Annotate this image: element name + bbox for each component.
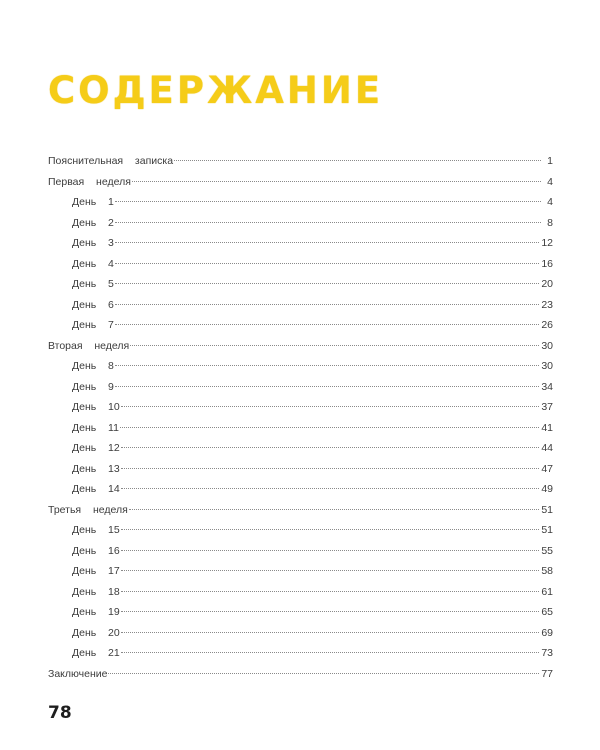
toc-entry-label: День 20 bbox=[72, 626, 120, 639]
dot-leader bbox=[115, 304, 539, 305]
toc-entry[interactable] bbox=[48, 582, 553, 603]
dot-leader bbox=[121, 406, 540, 407]
table-of-contents bbox=[48, 151, 553, 684]
toc-entry-page: 8 bbox=[547, 216, 553, 229]
toc-entry[interactable] bbox=[48, 377, 553, 398]
dot-leader bbox=[115, 283, 539, 284]
toc-entry[interactable] bbox=[48, 356, 553, 377]
toc-entry[interactable] bbox=[48, 602, 553, 623]
toc-entry-label: День 11 bbox=[72, 421, 119, 434]
toc-entry[interactable] bbox=[48, 418, 553, 439]
toc-entry[interactable] bbox=[48, 151, 553, 172]
dot-leader bbox=[121, 611, 540, 612]
toc-entry-page: 65 bbox=[541, 606, 553, 618]
toc-entry[interactable] bbox=[48, 274, 553, 295]
toc-entry-page: 55 bbox=[541, 544, 553, 557]
toc-entry-page: 73 bbox=[541, 647, 553, 659]
toc-entry-label: День 7 bbox=[72, 319, 114, 331]
dot-leader bbox=[115, 386, 539, 387]
toc-entry-page: 47 bbox=[541, 462, 553, 475]
page-title: СОДЕРЖАНИЕ bbox=[48, 69, 384, 112]
dot-leader bbox=[108, 673, 539, 674]
toc-entry-label: День 9 bbox=[72, 380, 114, 393]
toc-entry-page: 58 bbox=[541, 565, 553, 577]
toc-entry-label: Вторая неделя bbox=[48, 339, 130, 352]
dot-leader bbox=[129, 509, 540, 510]
toc-entry[interactable] bbox=[48, 643, 553, 664]
toc-entry-label: День 17 bbox=[72, 565, 120, 577]
toc-entry[interactable] bbox=[48, 192, 553, 213]
dot-leader bbox=[121, 591, 540, 592]
toc-entry[interactable] bbox=[48, 438, 553, 459]
toc-entry-page: 51 bbox=[541, 503, 553, 516]
toc-entry-label: День 19 bbox=[72, 606, 120, 618]
toc-entry-label: День 8 bbox=[72, 360, 114, 372]
dot-leader bbox=[121, 652, 540, 653]
toc-entry-label: День 21 bbox=[72, 647, 120, 659]
toc-entry[interactable] bbox=[48, 623, 553, 644]
toc-entry-page: 4 bbox=[547, 196, 553, 208]
dot-leader bbox=[120, 427, 539, 428]
toc-entry[interactable] bbox=[48, 561, 553, 582]
dot-leader bbox=[121, 550, 540, 551]
toc-entry-page: 30 bbox=[541, 360, 553, 372]
toc-entry-page: 69 bbox=[541, 626, 553, 639]
dot-leader bbox=[121, 447, 540, 448]
toc-entry[interactable] bbox=[48, 254, 553, 275]
toc-entry-label: День 2 bbox=[72, 216, 114, 229]
toc-entry-page: 16 bbox=[541, 257, 553, 270]
toc-entry-page: 77 bbox=[541, 667, 553, 680]
dot-leader bbox=[121, 632, 540, 633]
toc-entry-label: Пояснительная записка bbox=[48, 155, 174, 167]
toc-entry-page: 61 bbox=[541, 585, 553, 598]
toc-entry-label: День 5 bbox=[72, 278, 114, 290]
toc-entry-label: День 16 bbox=[72, 544, 120, 557]
dot-leader bbox=[115, 242, 539, 243]
toc-entry[interactable] bbox=[48, 233, 553, 254]
toc-entry-page: 37 bbox=[541, 401, 553, 413]
toc-entry[interactable] bbox=[48, 172, 553, 193]
toc-entry-label: День 12 bbox=[72, 442, 120, 454]
toc-entry[interactable] bbox=[48, 213, 553, 234]
dot-leader bbox=[121, 570, 540, 571]
toc-entry-label: День 13 bbox=[72, 462, 120, 475]
toc-entry-label: Первая неделя bbox=[48, 175, 131, 188]
toc-entry-label: Заключение bbox=[48, 667, 108, 680]
dot-leader bbox=[121, 488, 540, 489]
dot-leader bbox=[115, 324, 539, 325]
dot-leader bbox=[121, 468, 540, 469]
toc-entry-label: День 18 bbox=[72, 585, 120, 598]
toc-entry-page: 23 bbox=[541, 298, 553, 311]
toc-entry-page: 41 bbox=[541, 421, 553, 434]
toc-entry[interactable] bbox=[48, 541, 553, 562]
dot-leader bbox=[174, 160, 541, 161]
toc-entry[interactable] bbox=[48, 479, 553, 500]
dot-leader bbox=[115, 201, 541, 202]
toc-entry-page: 26 bbox=[541, 319, 553, 331]
toc-entry-page: 30 bbox=[541, 339, 553, 352]
toc-entry[interactable] bbox=[48, 500, 553, 521]
toc-entry-label: Третья неделя bbox=[48, 503, 128, 516]
toc-entry-page: 4 bbox=[547, 175, 553, 188]
toc-entry-label: День 15 bbox=[72, 524, 120, 536]
toc-entry-page: 44 bbox=[541, 442, 553, 454]
toc-entry-page: 20 bbox=[541, 278, 553, 290]
dot-leader bbox=[115, 263, 539, 264]
dot-leader bbox=[115, 222, 541, 223]
toc-entry-page: 49 bbox=[541, 483, 553, 495]
toc-entry-page: 1 bbox=[547, 155, 553, 167]
toc-entry[interactable] bbox=[48, 397, 553, 418]
dot-leader bbox=[121, 529, 540, 530]
toc-entry-label: День 4 bbox=[72, 257, 114, 270]
toc-entry[interactable] bbox=[48, 664, 553, 685]
toc-entry[interactable] bbox=[48, 336, 553, 357]
toc-entry-label: День 14 bbox=[72, 483, 120, 495]
toc-entry-label: День 3 bbox=[72, 237, 114, 249]
page-number: 78 bbox=[48, 703, 72, 723]
toc-entry[interactable] bbox=[48, 459, 553, 480]
toc-entry-page: 12 bbox=[541, 237, 553, 249]
toc-entry[interactable] bbox=[48, 315, 553, 336]
toc-entry-label: День 1 bbox=[72, 196, 114, 208]
toc-entry-label: День 6 bbox=[72, 298, 114, 311]
dot-leader bbox=[115, 365, 539, 366]
toc-entry[interactable] bbox=[48, 295, 553, 316]
toc-entry-page: 34 bbox=[541, 380, 553, 393]
dot-leader bbox=[132, 181, 541, 182]
toc-entry-label: День 10 bbox=[72, 401, 120, 413]
toc-entry[interactable] bbox=[48, 520, 553, 541]
dot-leader bbox=[130, 345, 539, 346]
toc-entry-page: 51 bbox=[541, 524, 553, 536]
